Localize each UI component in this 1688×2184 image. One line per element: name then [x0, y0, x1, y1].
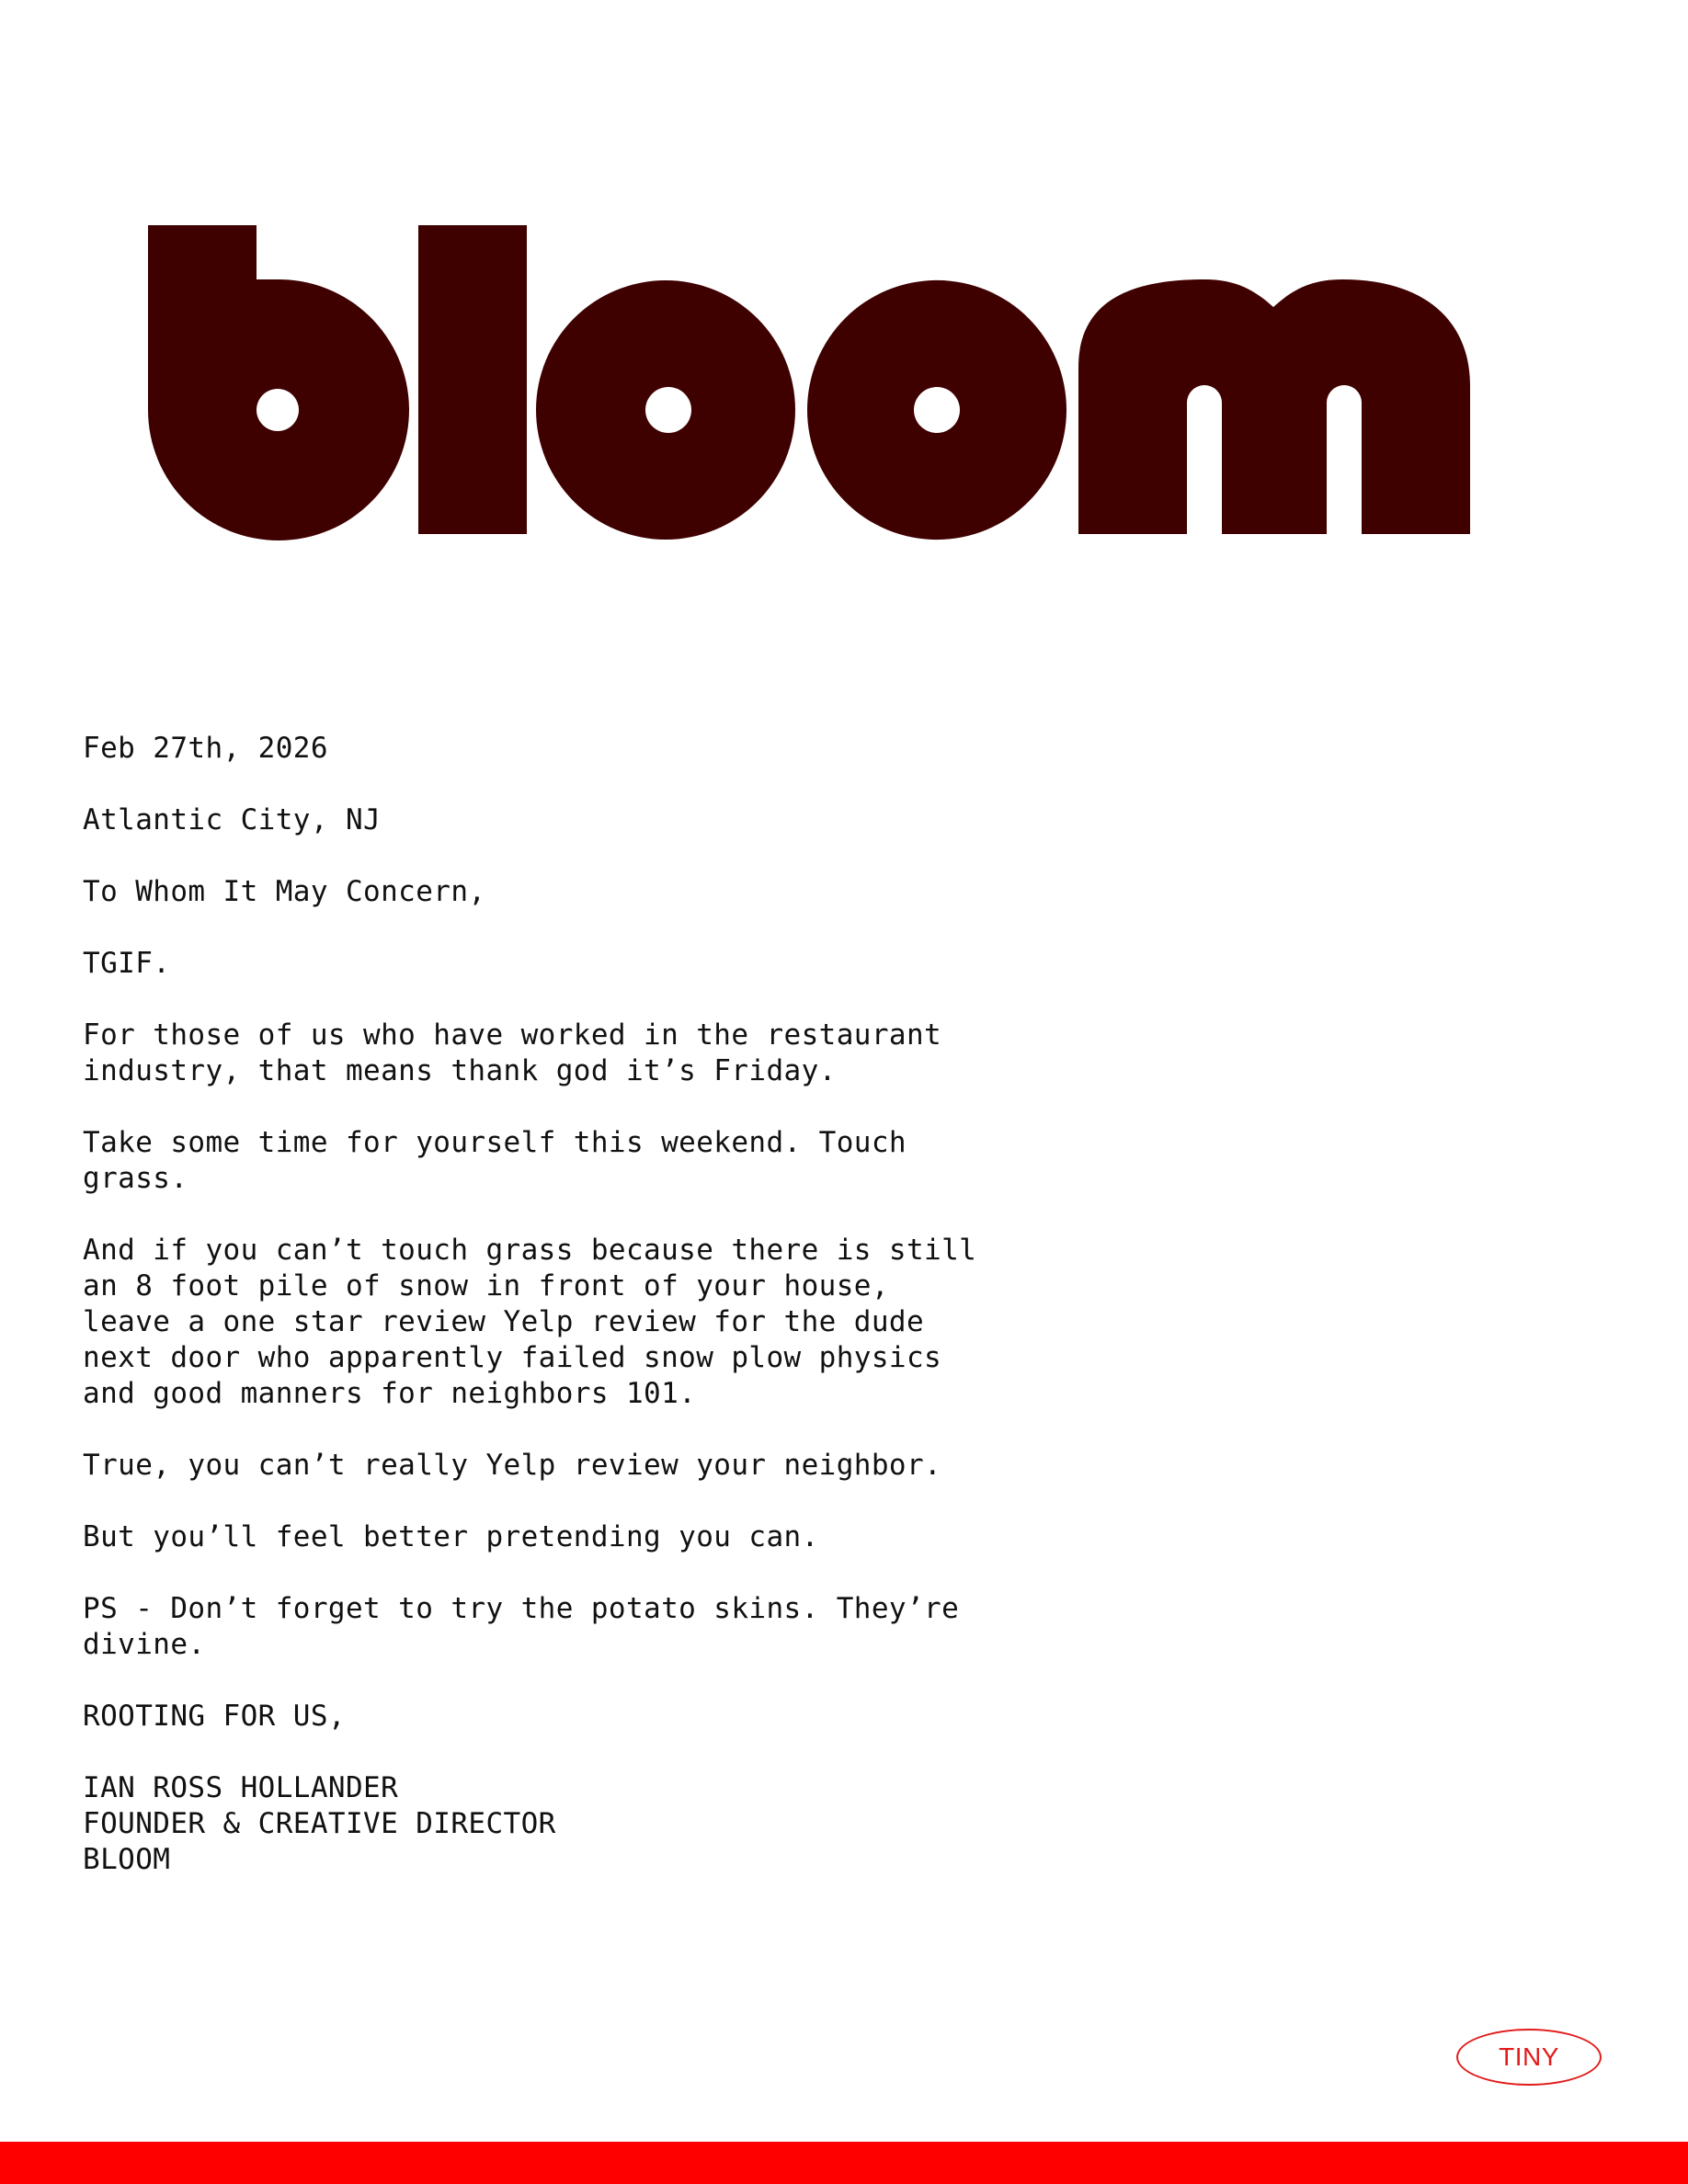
tiny-badge: [1456, 2029, 1602, 2086]
letter-date: Feb 27th, 2026: [83, 732, 328, 765]
letter-paragraph: And if you can’t touch grass because there is still an 8 foot pile of snow in front of your house, leave a one star review Yelp review for the dude next door who apparently failed snow plow physics and good manners for neighbors 101.: [83, 1234, 977, 1410]
letter-location: Atlantic City, NJ: [83, 803, 382, 836]
logo-letter-o-2: [807, 280, 1066, 540]
letter-paragraph: TGIF.: [83, 947, 171, 980]
letter-paragraph: PS - Don’t forget to try the potato skins. They’re divine.: [83, 1592, 960, 1661]
letter-paragraph: But you’ll feel better pretending you can.: [83, 1520, 819, 1553]
letter-body: [83, 731, 1048, 1878]
signature-company: BLOOM: [83, 1843, 171, 1876]
logo-letter-b: [148, 225, 409, 540]
bloom-logo: [0, 0, 1688, 643]
letter-salutation: To Whom It May Concern,: [83, 875, 486, 908]
logo-letter-l: [418, 225, 527, 534]
logo-letter-o-1: [536, 280, 795, 540]
bloom-logo-mark: [148, 225, 1470, 540]
letter-paragraph: Take some time for yourself this weekend. Touch grass.: [83, 1126, 907, 1195]
letter-paragraph: For those of us who have worked in the restaurant industry, that means thank god it’s Friday.: [83, 1018, 942, 1087]
logo-letter-m: [1078, 279, 1470, 534]
signature-name: IAN ROSS HOLLANDER: [83, 1771, 399, 1804]
tiny-badge-label: TINY: [1499, 2042, 1559, 2071]
letter-paragraph: True, you can’t really Yelp review your neighbor.: [83, 1449, 942, 1482]
signature-title: FOUNDER & CREATIVE DIRECTOR: [83, 1807, 556, 1840]
letter-closing: ROOTING FOR US,: [83, 1700, 346, 1733]
footer-bar: [0, 2142, 1688, 2184]
